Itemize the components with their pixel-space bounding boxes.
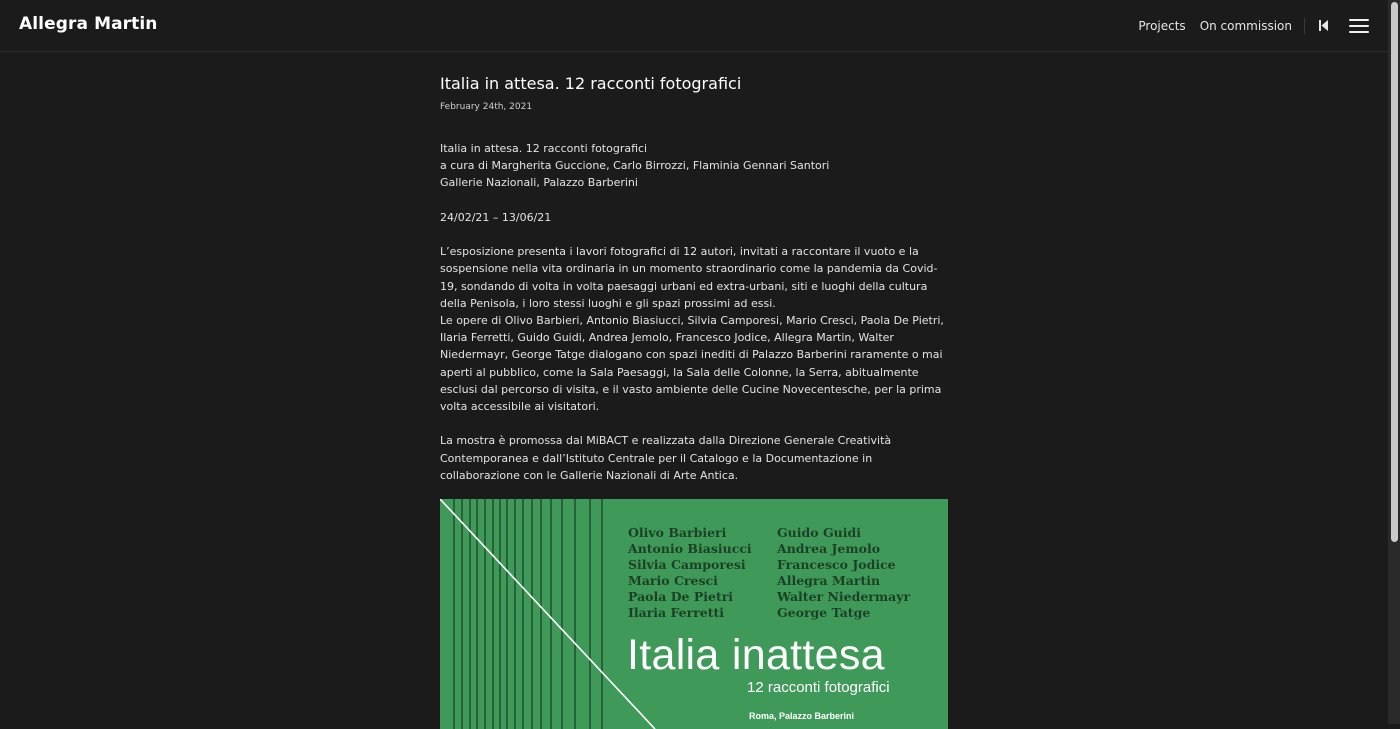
nav-link-projects[interactable]: Projects [1138, 18, 1186, 33]
exhibition-poster-image [440, 499, 948, 729]
scrollbar-thumb[interactable] [1391, 2, 1398, 542]
page-scrollbar[interactable] [1388, 0, 1400, 724]
exhibition-dates: 24/02/21 – 13/06/21 [440, 210, 552, 224]
article-body [440, 140, 948, 484]
nav-link-on-commission[interactable]: On commission [1199, 18, 1292, 33]
poster-artist-names-left: Olivo Barbieri Antonio Biasiucci Silvia Camporesi Mario Cresci Paola De Pietri Ilaria Ferretti [628, 525, 752, 620]
poster-subtitle: 12 racconti fotografici [747, 679, 890, 696]
article-paragraph: Le opere di Olivo Barbieri, Antonio Biasiucci, Silvia Camporesi, Mario Cresci, Paola De Pietri, Ilaria Ferretti, Guido Guidi, Andrea Jemolo, Francesco Jodice, Allegra Martin, Walter Niedermayr, George Tatge dialogano con spazi inediti di Palazzo Barberini raramente o mai aperti al pubblico, come la Sala Paesaggi, la Sala delle Colonne, la Serra, abitualmente esclusi dal percorso di visita, e il vasto ambiente delle Cucine Novecentesche, per la prima volta accessibile ai visitatori. [440, 314, 944, 414]
article-title: Italia in attesa. 12 racconti fotografici [440, 74, 742, 93]
nav-divider [1304, 18, 1305, 34]
article-paragraph: L’esposizione presenta i lavori fotografici di 12 autori, invitati a raccontare il vuoto e la sospensione nella vita ordinaria in un momento straordinario come la pandemia da Covid-19, sondando di volta in volta paesaggi urbani ed extra-urbani, siti e luoghi della cultura della Penisola, i loro stessi luoghi e gli spazi prossimi ad essi. [440, 245, 938, 310]
poster-venue: Roma, Palazzo Barberini [749, 711, 855, 721]
intro-line: Gallerie Nazionali, Palazzo Barberini [440, 176, 638, 190]
intro-line: Italia in attesa. 12 racconti fotografici [440, 142, 648, 155]
poster-artist-names-right: Guido Guidi Andrea Jemolo Francesco Jodice Allegra Martin Walter Niedermayr George Tatge [777, 525, 911, 620]
article [440, 72, 948, 484]
site-title-link[interactable]: Allegra Martin [19, 14, 158, 34]
hamburger-menu-icon[interactable] [1349, 19, 1369, 33]
main-nav [1124, 0, 1388, 51]
top-navigation-bar [0, 0, 1388, 52]
article-date: February 24th, 2021 [440, 102, 533, 112]
poster-title: Italia inattesa [627, 631, 885, 679]
skip-back-icon[interactable] [1319, 20, 1329, 32]
article-paragraph: La mostra è promossa dal MiBACT e realizzata dalla Direzione Generale Creatività Contemporanea e dall’Istituto Centrale per il Catalogo e la Documentazione in collaborazione con le Gallerie Nazionali di Arte Antica. [440, 434, 892, 482]
intro-line: a cura di Margherita Guccione, Carlo Birrozzi, Flaminia Gennari Santori [440, 159, 830, 173]
